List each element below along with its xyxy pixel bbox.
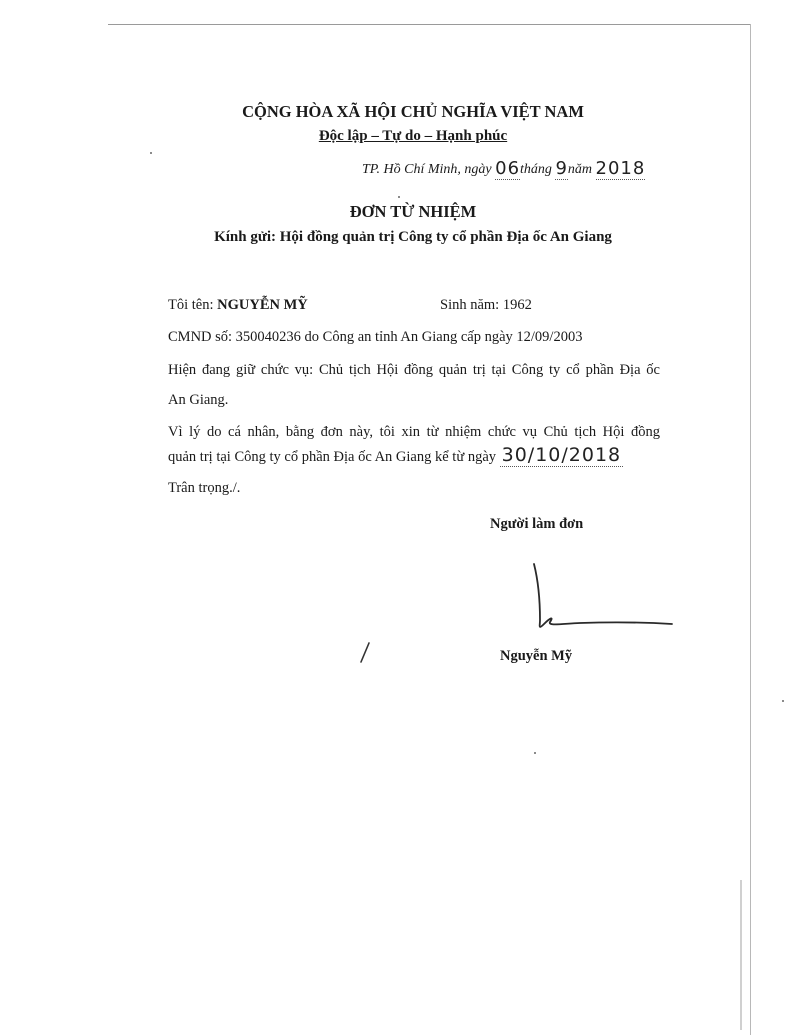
scan-speck bbox=[398, 196, 400, 198]
scan-speck bbox=[782, 700, 784, 702]
name-label: Tôi tên: bbox=[168, 297, 214, 313]
page-edge-shadow bbox=[740, 880, 742, 1030]
position-line-1: Hiện đang giữ chức vụ: Chủ tịch Hội đồng quản trị tại Công ty cổ phần Địa ốc bbox=[168, 362, 660, 378]
name-line bbox=[168, 297, 308, 314]
reason-line-1: Vì lý do cá nhân, bằng đơn này, tôi xin từ nhiệm chức vụ Chủ tịch Hội đồng bbox=[168, 424, 660, 440]
motto: Độc lập – Tự do – Hạnh phúc bbox=[318, 128, 508, 144]
date-day: 06 bbox=[495, 158, 521, 179]
page-edge-right bbox=[750, 24, 751, 1035]
reason-line-2 bbox=[168, 444, 623, 466]
id-line: CMND số: 350040236 do Công an tỉnh An Giang cấp ngày 12/09/2003 bbox=[168, 329, 583, 345]
applicant-role: Người làm đơn bbox=[490, 516, 584, 532]
date-year: 2018 bbox=[595, 158, 646, 179]
birth-year: Sinh năm: 1962 bbox=[440, 297, 532, 313]
closing: Trân trọng./. bbox=[168, 480, 241, 496]
page-edge-top bbox=[108, 24, 750, 25]
scan-speck bbox=[150, 152, 152, 154]
dateline-month-label: tháng bbox=[520, 162, 552, 177]
position-line-2: An Giang. bbox=[168, 392, 229, 408]
dateline bbox=[362, 157, 645, 178]
date-month: 9 bbox=[555, 158, 568, 179]
dateline-year-label: năm bbox=[567, 162, 593, 177]
nation-heading: CỘNG HÒA XÃ HỘI CHỦ NGHĨA VIỆT NAM bbox=[242, 102, 584, 121]
name-value: NGUYỄN MỸ bbox=[217, 297, 308, 313]
pen-mark bbox=[355, 640, 375, 666]
signer-name: Nguyễn Mỹ bbox=[500, 648, 573, 664]
scan-speck bbox=[534, 752, 536, 754]
handwritten-signature bbox=[520, 560, 690, 635]
recipient: Kính gửi: Hội đồng quản trị Công ty cổ phần Địa ốc An Giang bbox=[214, 229, 612, 245]
effective-date: 30/10/2018 bbox=[501, 444, 622, 466]
dateline-prefix: TP. Hồ Chí Minh, ngày bbox=[362, 162, 492, 177]
reason-line-2-text: quản trị tại Công ty cổ phần Địa ốc An Giang kể từ ngày bbox=[168, 449, 496, 465]
document-title: ĐƠN TỪ NHIỆM bbox=[349, 202, 477, 221]
